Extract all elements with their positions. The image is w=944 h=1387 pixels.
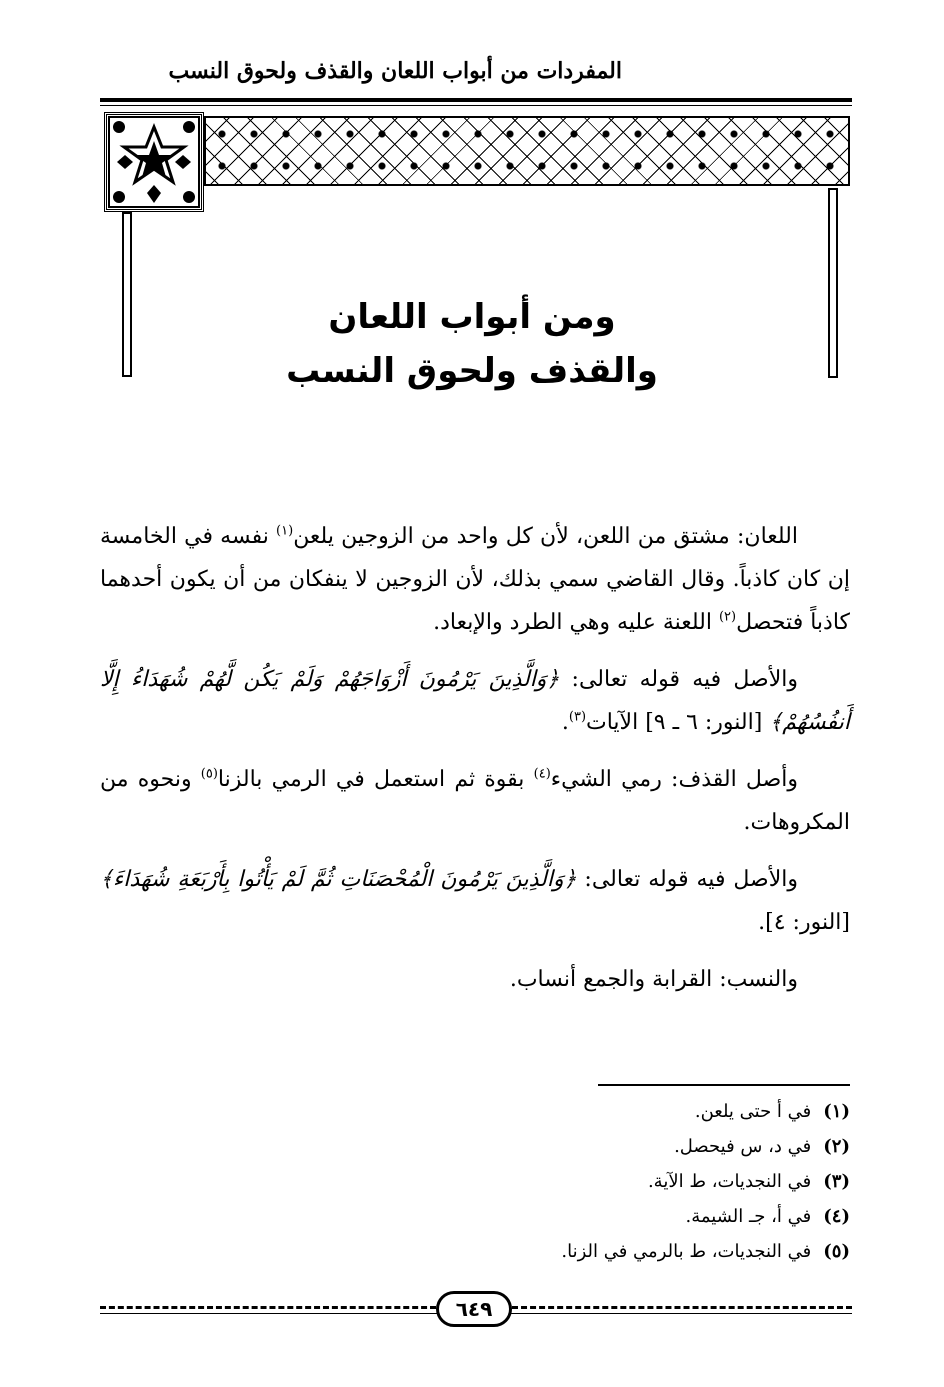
text-span: اللعنة عليه وهي الطرد والإبعاد. bbox=[433, 610, 719, 635]
footnotes bbox=[300, 1094, 850, 1269]
chapter-title-line-1: ومن أبواب اللعان bbox=[328, 297, 616, 337]
header-rule-thick bbox=[100, 98, 852, 102]
footnote-ref-4: (٤) bbox=[533, 766, 551, 782]
footnote-ref-3: (٣) bbox=[568, 709, 587, 725]
footnote-item bbox=[300, 1094, 850, 1129]
frame-pillar-right bbox=[828, 188, 838, 378]
text-span: والأصل فيه قوله تعالى: bbox=[559, 667, 798, 692]
footnote-text: في أ حتى يلعن. bbox=[694, 1101, 812, 1122]
text-span: بقوة ثم استعمل في الرمي بالزنا bbox=[217, 767, 534, 792]
decorative-ornament-band bbox=[204, 116, 850, 186]
text-span: والأصل فيه قوله تعالى: bbox=[576, 867, 798, 892]
footnote-number: (٢) bbox=[823, 1136, 850, 1157]
text-span: ونحوه من المكروهات. bbox=[100, 767, 850, 835]
footnote-text: في النجديات، ط بالرمي في الزنا. bbox=[561, 1241, 812, 1262]
header-rule-thin bbox=[100, 105, 852, 106]
star-ornament-icon bbox=[107, 115, 201, 209]
paragraph-qadhf-evidence bbox=[100, 858, 850, 944]
decorative-corner-ornament bbox=[104, 112, 204, 212]
footnote-text: في د، س فيحصل. bbox=[674, 1136, 812, 1157]
frame-pillar-left bbox=[122, 212, 132, 377]
verse-citation: [النور: ٦ ـ ٩] الآيات bbox=[586, 710, 770, 735]
footnote-item bbox=[300, 1199, 850, 1234]
text-span: نفسه في الخامسة إن كان كاذباً. وقال القاضي سمي بذلك، لأن الزوجين لا ينفكان من أن يكون أحدهما كاذباً فتحصل bbox=[100, 524, 850, 635]
chapter-title bbox=[200, 290, 744, 398]
footnote-ref-5: (٥) bbox=[200, 766, 218, 782]
footnote-item bbox=[300, 1234, 850, 1269]
chapter-title-line-2: والقذف ولحوق النسب bbox=[286, 351, 658, 391]
footnote-separator bbox=[598, 1084, 850, 1086]
paragraph-lian-evidence bbox=[100, 658, 850, 744]
text-span: اللعان: مشتق من اللعن، لأن كل واحد من الزوجين يلعن bbox=[293, 524, 798, 549]
footer-rule-left bbox=[100, 1306, 436, 1309]
footnote-item bbox=[300, 1164, 850, 1199]
footnote-ref-2: (٢) bbox=[718, 609, 737, 625]
body-text bbox=[100, 515, 850, 1015]
quran-verse-nur-6: ﴿وَالَّذِينَ يَرْمُونَ أَزْوَاجَهُمْ وَلَمْ يَكُن لَّهُمْ شُهَدَاءُ إِلَّا أَنفُسُهُمْ﴾ bbox=[100, 667, 850, 735]
footnote-text: في النجديات، ط الآية. bbox=[647, 1171, 812, 1192]
footer-rule-right bbox=[512, 1306, 852, 1309]
paragraph-qadhf-definition bbox=[100, 758, 850, 844]
paragraph-lian-definition bbox=[100, 515, 850, 644]
footnote-number: (١) bbox=[823, 1101, 850, 1122]
page-number: ٦٤٩ bbox=[436, 1291, 512, 1327]
footnote-number: (٥) bbox=[823, 1241, 850, 1262]
text-span: وأصل القذف: رمي الشيء bbox=[550, 767, 799, 792]
footnote-ref-1: (١) bbox=[276, 523, 294, 539]
footnote-number: (٤) bbox=[823, 1206, 850, 1227]
footnote-text: في أ، جـ الشيمة. bbox=[685, 1206, 812, 1227]
footnote-number: (٣) bbox=[823, 1171, 850, 1192]
paragraph-nasab-definition: والنسب: القرابة والجمع أنساب. bbox=[509, 967, 798, 992]
running-header: المفردات من أبواب اللعان والقذف ولحوق النسب bbox=[168, 58, 622, 84]
text-span: . bbox=[561, 710, 569, 735]
quran-verse-nur-4: ﴿وَالَّذِينَ يَرْمُونَ الْمُحْصَنَاتِ ثُمَّ لَمْ يَأْتُوا بِأَرْبَعَةِ شُهَدَاءَ﴾ bbox=[100, 867, 577, 892]
footnote-item bbox=[300, 1129, 850, 1164]
verse-citation: [النور: ٤]. bbox=[758, 910, 850, 935]
